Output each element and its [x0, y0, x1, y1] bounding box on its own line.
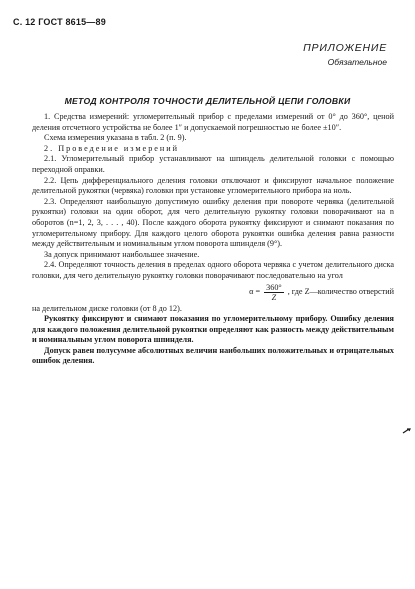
paragraph-2-4: 2.4. Определяют точность деления в пределах одного оборота червяка с учетом делительного диска головки, для чего делительную рукоятку головки поворачивают последовательно на угол	[32, 260, 394, 280]
paragraph-2-4-end: на делительном диске головки (от 8 до 12).	[32, 303, 182, 313]
paragraph-2: Схема измерения указана в табл. 2 (п. 9).	[44, 133, 187, 143]
paragraph-2-3: 2.3. Определяют наибольшую допустимую ошибку деления при повороте червяка (делительной рукоятки) головки на один оборот, для чего делительную рукоятку головки поворачивают на n оборотов (n=1, 2, 3, . . . , 40). После каждого оборота рукоятку фиксируют и снимают показания по угломерительному прибору. Для каждого целого оборота рукоятки ошибка деления равна разности между действительным и номинальным углом поворота шпинделя (9°).	[32, 196, 394, 249]
paragraph-1: 1. Средства измерений: угломерительный прибор с пределами измерений от 0° до 360°, ценой деления отсчетного устройства не более 1″ и допускаемой погрешностью не более ±10″.	[32, 112, 394, 132]
page-header: С. 12 ГОСТ 8615—89	[13, 17, 106, 27]
paragraph-2-2: 2.2. Цепь дифференциального деления головки отключают и фиксируют начальное положение делительной рукоятки (червяка) головки при установке угломерительного прибора на ноль.	[32, 175, 394, 196]
document-body	[32, 112, 394, 367]
paragraph-fixing: Рукоятку фиксируют и снимают показания по угломерительному прибору. Ошибку деления для каждого положения делительной рукоятки определяют как разность между действительным и номинальным углом поворота шпинделя.	[32, 314, 394, 345]
paragraph-2-1: 2.1. Угломерительный прибор устанавливают на шпиндель делительной головки с помощью переходной оправки.	[32, 154, 394, 174]
formula-fraction	[264, 283, 284, 302]
paragraph-tolerance: За допуск принимают наибольшее значение.	[44, 249, 200, 259]
formula-line	[32, 283, 394, 302]
appendix-subtitle: Обязательное	[327, 57, 387, 67]
section-heading: 2. Проведение измерений	[44, 143, 180, 153]
appendix-label	[303, 42, 387, 67]
paragraph-final-tolerance: Допуск равен полусумме абсолютных величин наибольших положительных и отрицательных ошибок деления.	[32, 345, 394, 366]
pen-mark-icon	[402, 428, 411, 434]
formula-tail: , где Z—количество отверстий	[287, 286, 394, 296]
appendix-title: ПРИЛОЖЕНИЕ	[303, 42, 387, 54]
formula-lhs: α =	[249, 286, 261, 296]
document-title: МЕТОД КОНТРОЛЯ ТОЧНОСТИ ДЕЛИТЕЛЬНОЙ ЦЕПИ ГОЛОВКИ	[64, 96, 351, 106]
formula-numerator: 360°	[266, 282, 282, 292]
formula-denominator: Z	[271, 292, 277, 302]
